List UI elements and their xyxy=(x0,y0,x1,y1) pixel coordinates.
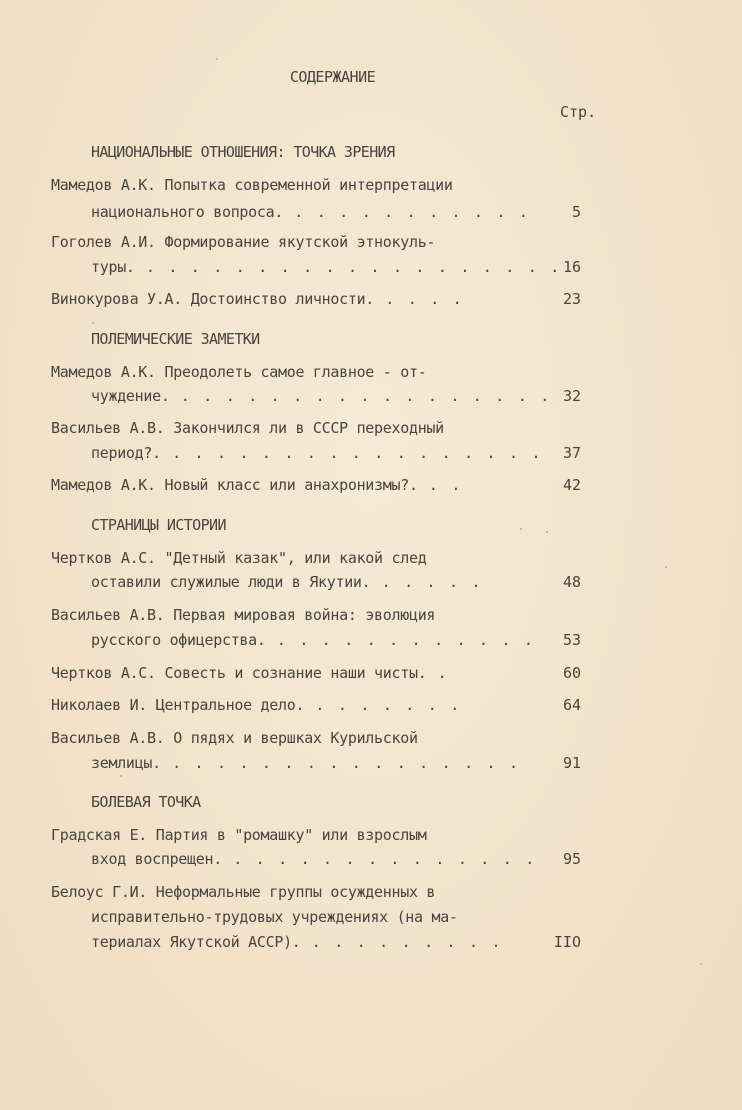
leader-dots: . . . . . . . . . . . . . . . . . xyxy=(169,387,552,405)
entry-line: Градская Е. Партия в "ромашку" или взрослым xyxy=(51,826,427,844)
page-column-label: Стр. xyxy=(560,103,597,121)
entry-text: териалах Якутской АССР). xyxy=(91,933,301,951)
section-heading: ПОЛЕМИЧЕСКИЕ ЗАМЕТКИ xyxy=(91,330,260,348)
entry-line xyxy=(91,573,483,591)
leader-dots: . . . . . xyxy=(370,573,483,591)
paper-speck xyxy=(92,322,94,324)
entry-line: Васильев А.В. Первая мировая война: эволюция xyxy=(51,606,436,624)
page-number: 32 xyxy=(562,387,581,405)
leader-dots: . . . . . . . . . . . . . . xyxy=(221,850,537,868)
entry-line: Мамедов А.К. Преодолеть самое главное - от- xyxy=(51,363,427,381)
entry-line xyxy=(91,444,543,462)
page-number: 42 xyxy=(562,476,581,494)
paper-speck xyxy=(546,531,548,533)
paper-speck xyxy=(665,566,667,568)
leader-dots: . . . . . . . . . . . xyxy=(283,203,531,221)
entry-line xyxy=(91,754,520,772)
leader-dots: . . . . . . . . . xyxy=(300,933,503,951)
entry-text: русского офицерства. xyxy=(91,631,266,649)
entry-line xyxy=(51,664,449,682)
leader-dots: . . . . . . . . . . . . . . . . . . . xyxy=(134,258,562,276)
entry-line xyxy=(51,476,463,494)
entry-line xyxy=(91,850,536,868)
leader-dots: . . . . . . . . . . . . xyxy=(265,631,536,649)
page-number: 53 xyxy=(562,631,581,649)
leader-dots: . . xyxy=(417,476,463,494)
page-number: 37 xyxy=(562,444,581,462)
paper-speck xyxy=(216,58,218,60)
page-number: 64 xyxy=(562,696,581,714)
entry-line: исправительно-трудовых учреждениях (на ма- xyxy=(91,908,458,926)
leader-dots: . . . . . . . xyxy=(304,696,462,714)
page-number: 16 xyxy=(562,258,581,276)
entry-text: Мамедов А.К. Новый класс или анахронизмы?. xyxy=(51,476,418,494)
section-heading: НАЦИОНАЛЬНЫЕ ОТНОШЕНИЯ: ТОЧКА ЗРЕНИЯ xyxy=(91,143,395,161)
section-heading: БОЛЕВАЯ ТОЧКА xyxy=(91,793,201,811)
entry-line xyxy=(91,258,561,276)
page-number: 5 xyxy=(571,203,581,221)
leader-dots: . . . . . . . . . . . . . . . . xyxy=(160,754,521,772)
entry-line xyxy=(91,387,551,405)
page-number: 60 xyxy=(562,664,581,682)
entry-line: Белоус Г.И. Неформальные группы осужденных в xyxy=(51,883,436,901)
entry-text: Николаев И. Центральное дело. xyxy=(51,696,305,714)
entry-line: Гоголев А.И. Формирование якутской этнокуль- xyxy=(51,233,436,251)
leader-dots: . . . . xyxy=(374,290,464,308)
section-heading: СТРАНИЦЫ ИСТОРИИ xyxy=(91,516,226,534)
entry-text: национального вопроса. xyxy=(91,203,284,221)
page-number: IIO xyxy=(553,933,581,951)
page-number: 91 xyxy=(562,754,581,772)
entry-line xyxy=(91,631,535,649)
entry-text: туры. xyxy=(91,258,135,276)
paper-speck xyxy=(520,528,522,530)
entry-text: Чертков А.С. Совесть и сознание наши чисты. xyxy=(51,664,427,682)
entry-line: Мамедов А.К. Попытка современной интерпретации xyxy=(51,176,453,194)
page-number: 23 xyxy=(562,290,581,308)
page-number: 48 xyxy=(562,573,581,591)
entry-line xyxy=(91,203,530,221)
entry-line xyxy=(51,696,461,714)
entry-line: Васильев А.В. О пядях и вершках Курильской xyxy=(51,729,418,747)
paper-speck xyxy=(700,963,702,965)
entry-text: чуждение. xyxy=(91,387,170,405)
leader-dots: . xyxy=(426,664,449,682)
entry-text: Винокурова У.А. Достоинство личности. xyxy=(51,290,375,308)
entry-line xyxy=(91,933,503,951)
entry-line xyxy=(51,290,464,308)
entry-text: период?. xyxy=(91,444,161,462)
entry-text: оставили служилые люди в Якутии. xyxy=(91,573,371,591)
leader-dots: . . . . . . . . . . . . . . . . . xyxy=(160,444,543,462)
entry-line: Васильев А.В. Закончился ли в СССР переходный xyxy=(51,419,444,437)
entry-text: землицы. xyxy=(91,754,161,772)
entry-line: Чертков А.С. "Детный казак", или какой след xyxy=(51,549,427,567)
paper-speck xyxy=(120,775,122,777)
page-title: СОДЕРЖАНИЕ xyxy=(289,68,376,86)
page-number: 95 xyxy=(562,850,581,868)
entry-text: вход воспрещен. xyxy=(91,850,222,868)
